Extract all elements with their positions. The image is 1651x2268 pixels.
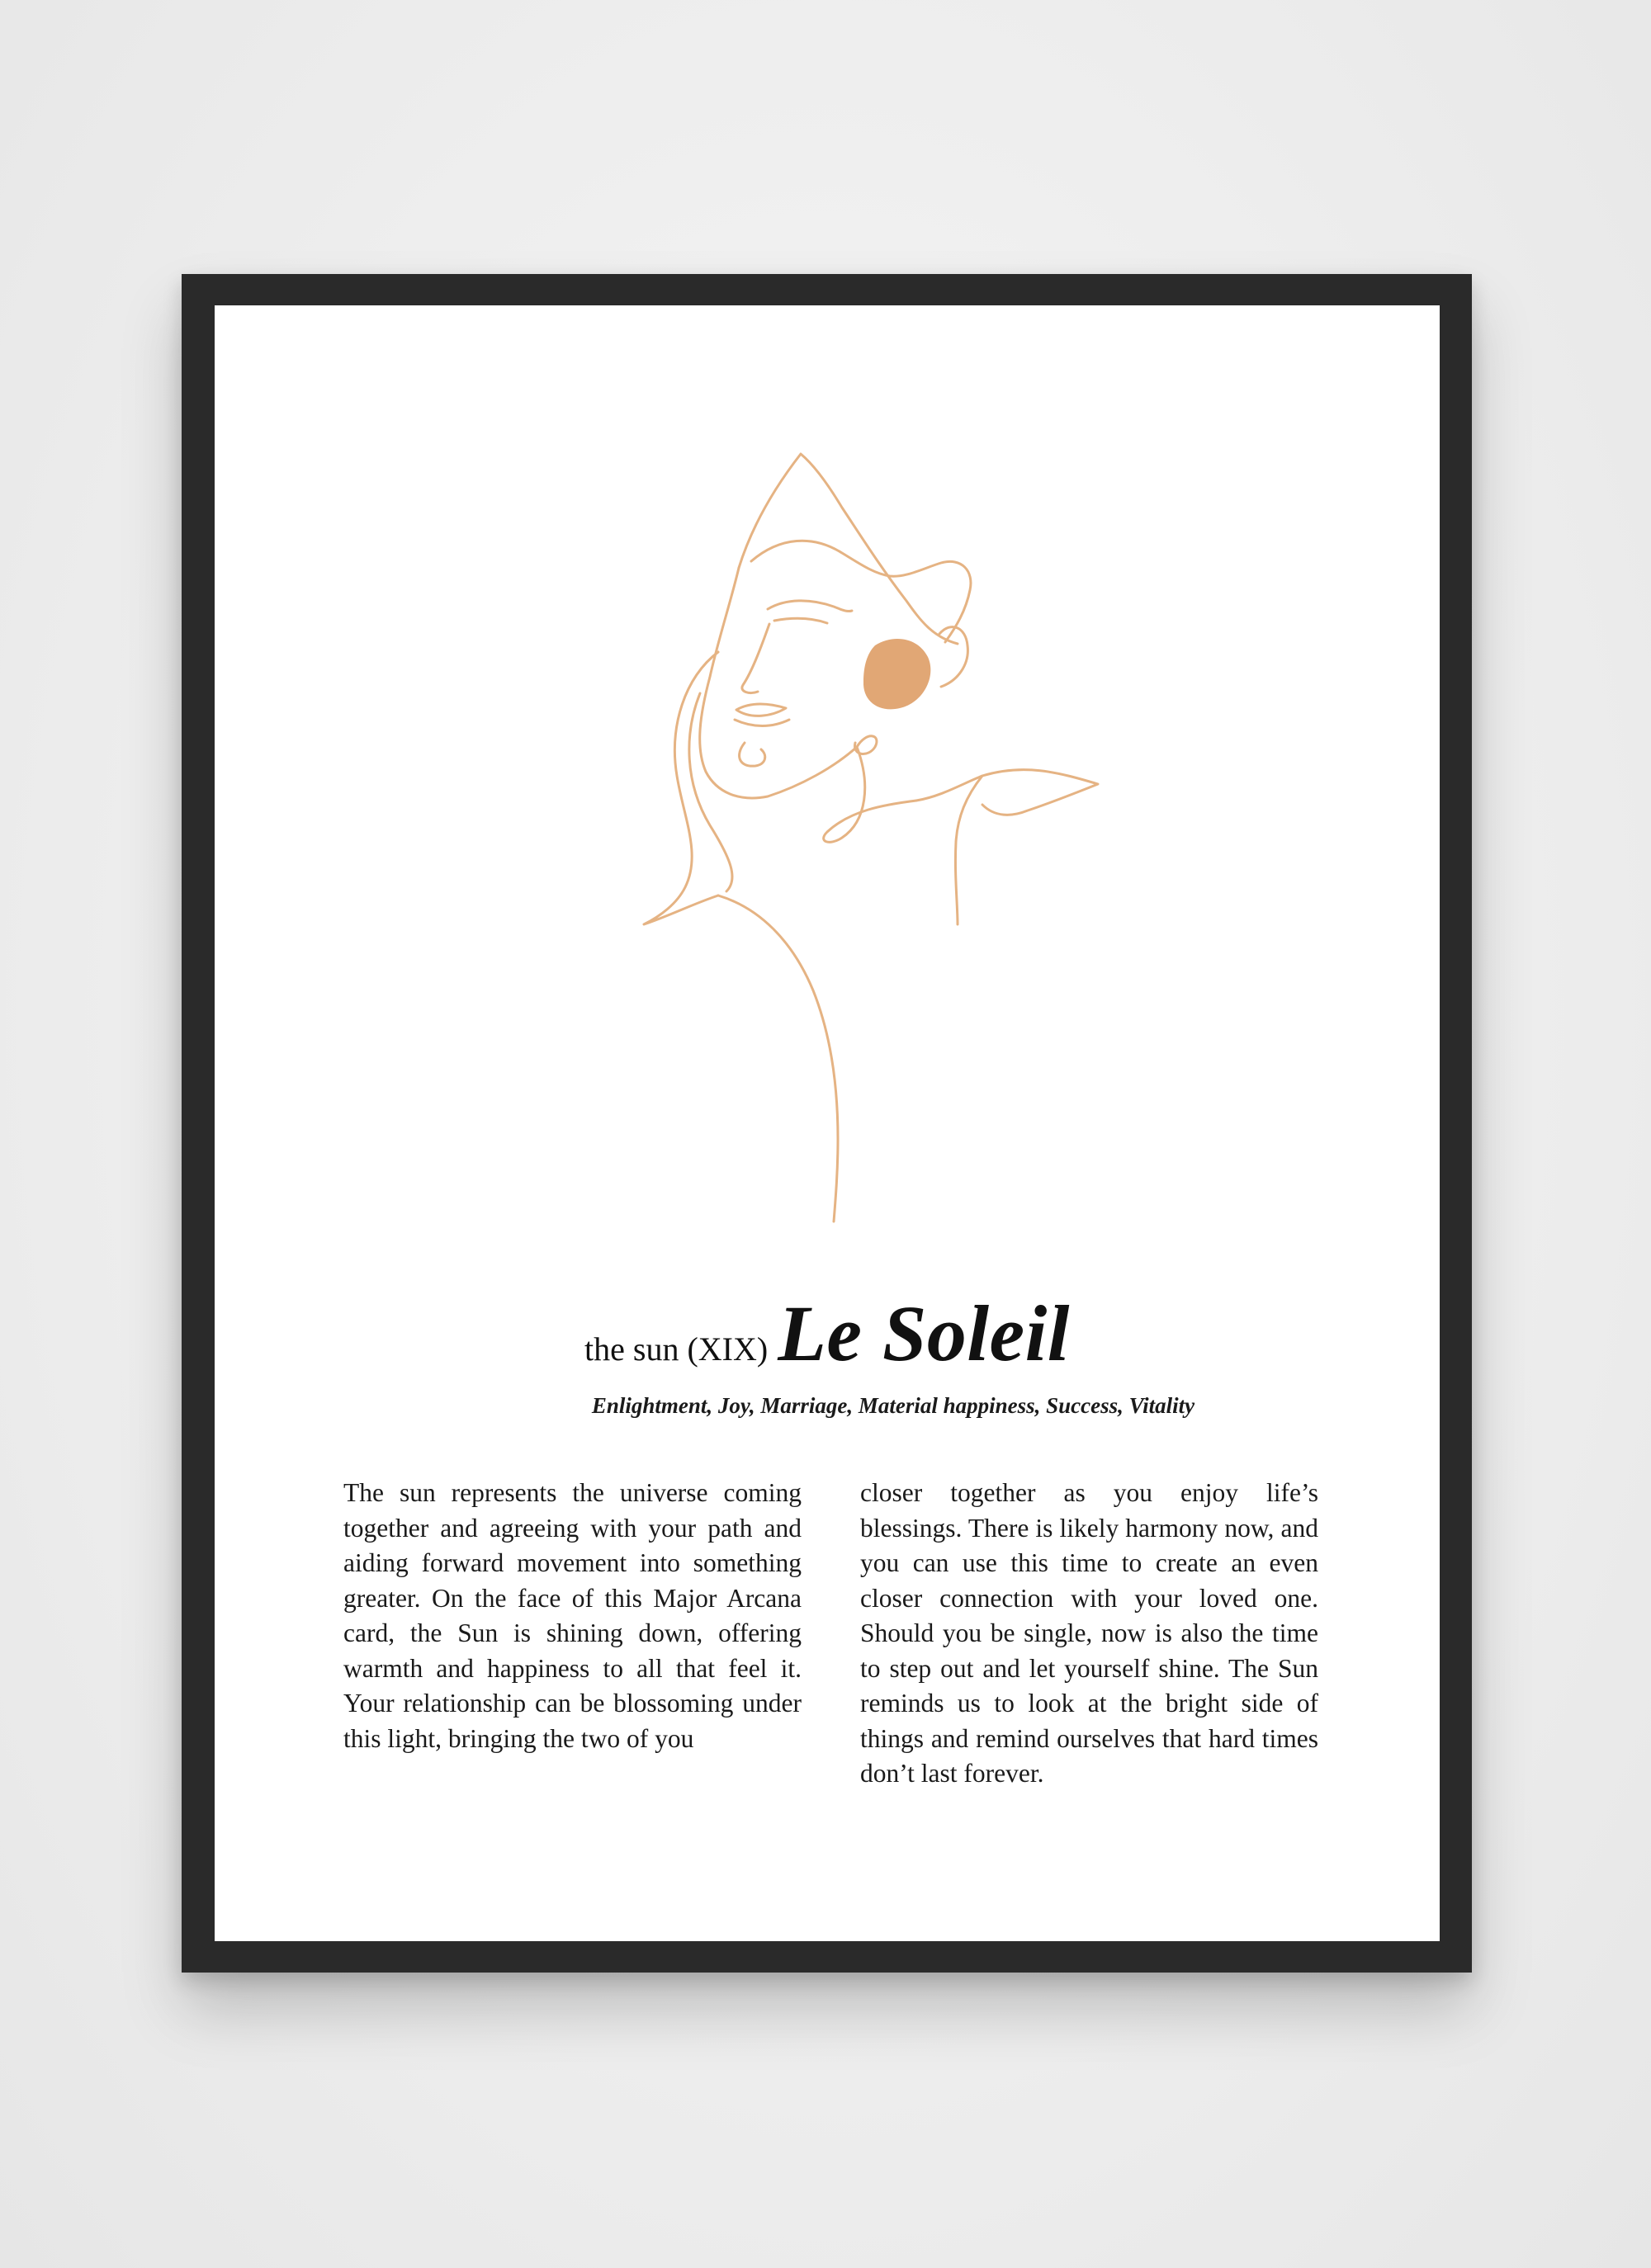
body-line [718, 895, 838, 1221]
mouth-line [735, 720, 789, 726]
body-text-left: The sun represents the universe coming together and agreeing with your path and aiding forward movement into something greater. On the face of this Major Arcana card, the Sun is shining down, offering warmth and happiness to all that feel it. Your relationship can be blossoming under this light, bringing the two of you [343, 1478, 802, 1753]
cheek-contour [700, 568, 857, 798]
body-text-right: closer together as you enjoy life’s blessings. There is likely harmony now, and you can use this time to create an even closer connection with your loved one. Should you be single, now is also the time to step out and let yourself shine. The Sun reminds us to look at the bright side of things and remind ourselves that hard times don’t last forever. [860, 1478, 1318, 1788]
card-subtitle: the sun (XIX) [584, 1330, 769, 1368]
lips-line [736, 704, 786, 716]
poster-print [215, 305, 1440, 1941]
nose-line [742, 624, 769, 693]
ear-line [939, 627, 967, 687]
hairline-loop [751, 541, 971, 642]
collar-line [916, 776, 982, 924]
shoulder-line [982, 770, 1098, 815]
blush-spot [863, 639, 930, 709]
eye-line [768, 601, 852, 612]
chin-line [740, 743, 765, 766]
picture-frame [182, 274, 1472, 1973]
card-title: Le Soleil [778, 1289, 1070, 1377]
line-art-face-illustration [594, 429, 1189, 1238]
card-keywords: Enlightment, Joy, Marriage, Material happiness, Success, Vitality [591, 1393, 1195, 1418]
eyelid-line [774, 618, 827, 623]
title-block [215, 1288, 1440, 1379]
